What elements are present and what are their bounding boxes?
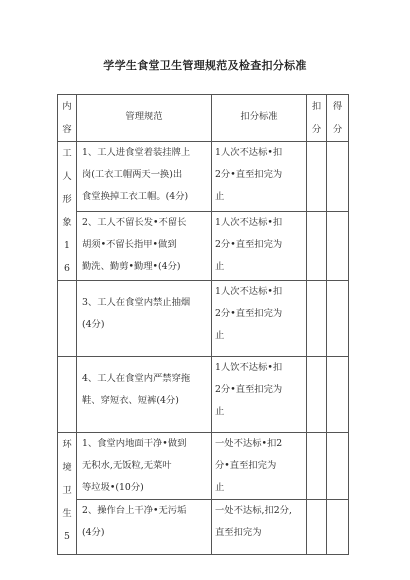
category-char: 6 bbox=[64, 263, 70, 274]
category-char: 境 bbox=[62, 462, 72, 473]
category-char: 5 bbox=[64, 531, 70, 542]
standard-line: 止 bbox=[215, 406, 225, 417]
standard-line: 止 bbox=[215, 330, 225, 341]
deduct-cell bbox=[307, 142, 327, 212]
category-char: 卫 bbox=[62, 485, 72, 496]
standard-line: 2分•直至扣完为 bbox=[215, 238, 283, 250]
standard-line: 1人饮不达标•扣 bbox=[215, 362, 283, 373]
deduct-cell bbox=[307, 281, 327, 357]
standard-line: 一处不达标•扣2 bbox=[215, 438, 283, 449]
management-cell bbox=[77, 211, 212, 281]
standard-cell bbox=[212, 211, 307, 281]
category-char: 生 bbox=[62, 508, 72, 519]
header-standard: 扣分标准 bbox=[212, 95, 307, 142]
table-row bbox=[58, 500, 349, 555]
section-category bbox=[58, 142, 77, 281]
standard-cell bbox=[212, 142, 307, 212]
table-row bbox=[58, 433, 349, 500]
management-line: 1、工人进食堂着装挂牌上 bbox=[82, 147, 191, 158]
score-cell bbox=[327, 500, 349, 555]
standard-line: 2分•直至扣完为 bbox=[215, 308, 283, 319]
table-row bbox=[58, 281, 349, 357]
standard-line: 2分•直至扣完为 bbox=[215, 169, 283, 180]
section-category bbox=[58, 433, 77, 555]
header-deduct-char: 扣 bbox=[311, 101, 322, 112]
management-line: 食堂换掉工衣工帽。(4分) bbox=[82, 191, 189, 202]
management-line: 鞋、穿短衣、短裤(4分) bbox=[82, 395, 179, 406]
management-line: 胡须•不留长指甲•做到 bbox=[82, 238, 177, 250]
table-header-row bbox=[58, 95, 349, 142]
category-char: 环 bbox=[62, 439, 72, 450]
header-deduct bbox=[307, 95, 327, 142]
deduct-cell bbox=[307, 500, 327, 555]
standard-line: 止 bbox=[215, 260, 225, 272]
management-line: (4分) bbox=[82, 527, 105, 538]
management-line: 1、食堂内地面干净•做到 bbox=[82, 438, 187, 449]
management-line: 无积水,无饭粒,无菜叶 bbox=[82, 460, 172, 471]
category-char: 工 bbox=[62, 148, 72, 159]
score-cell bbox=[327, 142, 349, 212]
deduct-cell bbox=[307, 357, 327, 433]
category-empty-cell bbox=[58, 357, 77, 433]
header-score-char: 得 bbox=[332, 101, 343, 112]
management-line: (4分) bbox=[82, 319, 105, 330]
standard-line: 一处不达标,扣2分, bbox=[215, 505, 292, 516]
score-cell bbox=[327, 211, 349, 281]
standard-cell bbox=[212, 500, 307, 555]
header-category-char: 内 bbox=[62, 101, 72, 112]
management-line: 3、工人在食堂内禁止抽烟 bbox=[82, 297, 191, 308]
category-char: 象 bbox=[62, 217, 72, 228]
score-cell bbox=[327, 281, 349, 357]
standard-line: 分•直至扣完为 bbox=[215, 460, 277, 471]
category-char: 1 bbox=[64, 240, 70, 251]
standard-line: 1人次不达标•扣 bbox=[215, 216, 283, 228]
header-score-char: 分 bbox=[332, 124, 343, 135]
header-deduct-char: 分 bbox=[311, 124, 322, 135]
table-row bbox=[58, 357, 349, 433]
table-row bbox=[58, 142, 349, 212]
category-empty-cell bbox=[58, 281, 77, 357]
management-line: 岗(工衣工帽两天一换)出 bbox=[82, 169, 183, 180]
table-row bbox=[58, 211, 349, 281]
management-line: 4、工人在食堂内严禁穿拖 bbox=[82, 373, 191, 384]
score-cell bbox=[327, 433, 349, 500]
document-title: 学学生食堂卫生管理规范及检查扣分标准 bbox=[103, 59, 307, 72]
standard-cell bbox=[212, 433, 307, 500]
standard-line: 2分•直至扣完为 bbox=[215, 384, 283, 395]
header-category-char: 容 bbox=[62, 124, 72, 135]
deduct-cell bbox=[307, 433, 327, 500]
score-cell bbox=[327, 357, 349, 433]
management-cell bbox=[77, 357, 212, 433]
category-char: 形 bbox=[62, 194, 72, 205]
management-line: 勤洗、勤剪•勤理•(4分) bbox=[82, 260, 181, 272]
standard-cell bbox=[212, 281, 307, 357]
management-line: 等垃圾•(10分) bbox=[82, 482, 144, 493]
header-category bbox=[58, 95, 77, 142]
standard-line: 止 bbox=[215, 482, 225, 493]
standard-cell bbox=[212, 357, 307, 433]
management-cell bbox=[77, 500, 212, 555]
header-management: 管理规范 bbox=[77, 95, 212, 142]
standard-line: 1人次不达标•扣 bbox=[215, 147, 283, 158]
standard-line: 直至扣完为 bbox=[215, 527, 262, 538]
inspection-table bbox=[57, 94, 349, 555]
management-line: 2、操作台上干净•无污垢 bbox=[82, 505, 187, 516]
management-line: 2、工人不留长发•不留长 bbox=[82, 216, 187, 228]
standard-line: 1人次不达标•扣 bbox=[215, 286, 283, 297]
deduct-cell bbox=[307, 211, 327, 281]
management-cell bbox=[77, 142, 212, 212]
category-char: 人 bbox=[62, 171, 72, 182]
management-cell bbox=[77, 433, 212, 500]
management-cell bbox=[77, 281, 212, 357]
standard-line: 止 bbox=[215, 191, 225, 202]
header-score bbox=[327, 95, 349, 142]
